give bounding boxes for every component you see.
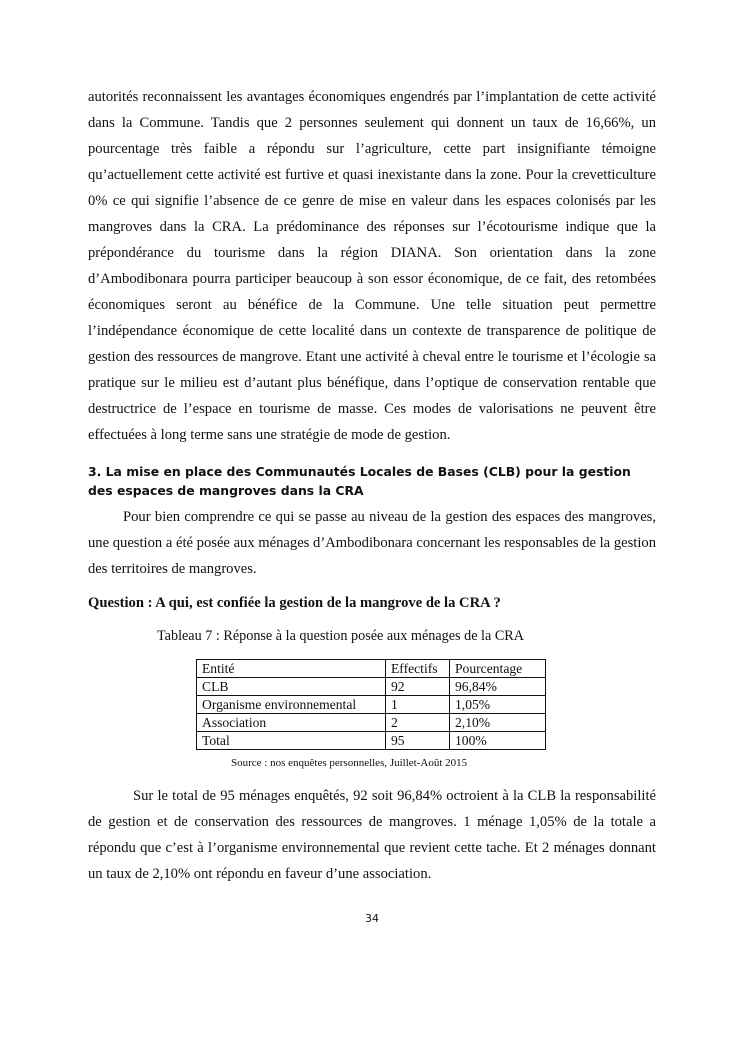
table-cell: 2 — [386, 714, 450, 732]
table-cell: 96,84% — [450, 678, 546, 696]
table-cell: Association — [197, 714, 386, 732]
body-paragraph-intro: Pour bien comprendre ce qui se passe au niveau de la gestion des espaces des mangroves, une question a été posée aux ménages d’Ambodibonara concernant les responsables de la gestion des territoires de mangroves. — [88, 509, 656, 577]
table-row — [197, 678, 546, 696]
table-cell: 1 — [386, 696, 450, 714]
section-heading: 3. La mise en place des Communautés Locales de Bases (CLB) pour la gestion des espaces de mangroves dans la CRA — [88, 464, 631, 498]
question-text: Question : A qui, est confiée la gestion de la mangrove de la CRA ? — [88, 595, 501, 611]
results-table — [196, 659, 546, 750]
table-cell: 1,05% — [450, 696, 546, 714]
header-cell-pourcentage: Pourcentage — [450, 660, 546, 678]
table-cell: Total — [197, 732, 386, 750]
table-cell: 92 — [386, 678, 450, 696]
table-header-row — [197, 660, 546, 678]
table-caption: Tableau 7 : Réponse à la question posée aux ménages de la CRA — [157, 628, 524, 644]
page-number: 34 — [365, 912, 379, 925]
body-paragraph-analysis: Sur le total de 95 ménages enquêtés, 92 soit 96,84% octroient à la CLB la responsabilité de gestion et de conservation des ressources de mangroves. 1 ménage 1,05% de la totale a répondu que c’est à l’organisme environnemental que revient cette tache. Et 2 ménages donnant un taux de 2,10% ont répondu en faveur d’une association. — [88, 788, 656, 882]
table-source: Source : nos enquêtes personnelles, Juillet-Août 2015 — [231, 757, 468, 769]
table-cell: 100% — [450, 732, 546, 750]
table-row-total — [197, 732, 546, 750]
header-cell-entite: Entité — [197, 660, 386, 678]
table-cell: 95 — [386, 732, 450, 750]
header-cell-effectifs: Effectifs — [386, 660, 450, 678]
body-paragraph-ecotourism: autorités reconnaissent les avantages économiques engendrés par l’implantation de cette activité dans la Commune. Tandis que 2 personnes seulement qui donnent un taux de 16,66%, un pourcentage très faible a répondu sur l’agriculture, cette part insignifiante témoigne qu’actuellement cette activité est furtive et quasi inexistante dans la zone. Pour la crevetticulture 0% ce qui signifie l’absence de ce genre de mise en valeur dans les espaces colonisés par les mangroves dans la CRA. La prédominance des réponses sur l’écotourisme indique que la prépondérance du tourisme dans la région DIANA. Son orientation dans la zone d’Ambodibonara pourra participer beaucoup à son essor économique, de ce fait, des retombées économiques seront au bénéfice de la Commune. Une telle situation peut permettre l’indépendance économique de cette localité dans un contexte de transparence de politique de gestion des ressources de mangrove. Etant une activité à cheval entre le tourisme et l’écologie sa pratique sur le milieu est d’autant plus bénéfique, dans l’optique de conservation rentable que destructrice de l’espace en tourisme de masse. Ces modes de valorisations ne peuvent être effectuées à long terme sans une stratégie de mode de gestion. — [88, 89, 656, 443]
table-cell: 2,10% — [450, 714, 546, 732]
table-row — [197, 696, 546, 714]
table-row — [197, 714, 546, 732]
table-cell: CLB — [197, 678, 386, 696]
table-cell: Organisme environnemental — [197, 696, 386, 714]
